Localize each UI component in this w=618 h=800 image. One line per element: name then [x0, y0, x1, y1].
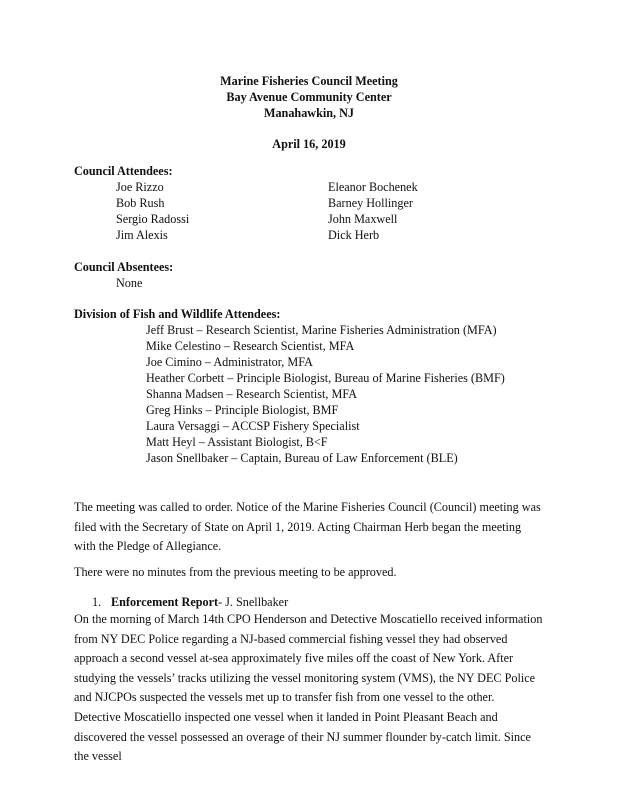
council-absentees-value: None — [116, 276, 143, 290]
meeting-date: April 16, 2019 — [272, 137, 346, 151]
division-attendee: Jeff Brust – Research Scientist, Marine Fisheries Administration (MFA) — [146, 323, 497, 337]
meeting-venue: Bay Avenue Community Center — [226, 90, 392, 104]
division-attendee: Greg Hinks – Principle Biologist, BMF — [146, 403, 339, 417]
division-attendee: Joe Cimino – Administrator, MFA — [146, 355, 313, 369]
meeting-title: Marine Fisheries Council Meeting — [220, 74, 398, 88]
council-absentees-heading: Council Absentees: — [74, 260, 174, 274]
enforcement-report-text: On the morning of March 14th CPO Henderson and Detective Moscatiello received information from NY DEC Police regarding a NJ-based commercial fishing vessel they had observed approach a second vessel at-sea approximately five miles off the coast of New York. After studying the vessels’ tracks utilizing the vessel monitoring system (VMS), the NY DEC Police and NJCPOs suspected the vessels met up to transfer fish from one vessel to the other. Detective Moscatiello inspected one vessel when it landed in Point Pleasant Beach and discovered the vessel possessed an overage of their NJ summer flounder by-catch limit. Since the vessel — [74, 612, 543, 764]
council-attendee: Dick Herb — [328, 228, 380, 242]
section-heading — [111, 595, 288, 610]
council-attendee: John Maxwell — [328, 212, 398, 226]
division-attendee: Laura Versaggi – ACCSP Fishery Specialist — [146, 419, 360, 433]
opening-paragraph: The meeting was called to order. Notice of the Marine Fisheries Council (Council) meeting was filed with the Secretary of State on April 1, 2019. Acting Chairman Herb began the meeting with the Pledge of Allegiance. — [74, 500, 541, 554]
council-attendee: Bob Rush — [116, 196, 165, 210]
council-attendee: Joe Rizzo — [116, 180, 164, 194]
council-attendee: Jim Alexis — [116, 228, 168, 242]
meeting-location: Manahawkin, NJ — [263, 106, 355, 120]
section-author: - J. Snellbaker — [218, 595, 289, 609]
council-attendee: Barney Hollinger — [328, 196, 413, 210]
minutes-paragraph: There were no minutes from the previous meeting to be approved. — [74, 565, 397, 579]
division-attendee: Heather Corbett – Principle Biologist, Bureau of Marine Fisheries (BMF) — [146, 371, 505, 385]
council-attendees-heading: Council Attendees: — [74, 164, 173, 178]
division-attendee: Jason Snellbaker – Captain, Bureau of Law Enforcement (BLE) — [146, 451, 458, 465]
division-attendee: Shanna Madsen – Research Scientist, MFA — [146, 387, 357, 401]
section-title: Enforcement Report — [111, 595, 219, 609]
division-attendee: Mike Celestino – Research Scientist, MFA — [146, 339, 355, 353]
section-number: 1. — [92, 595, 102, 609]
division-attendees-heading: Division of Fish and Wildlife Attendees: — [74, 307, 281, 321]
division-attendee: Matt Heyl – Assistant Biologist, B<F — [146, 435, 328, 449]
council-attendee: Sergio Radossi — [116, 212, 190, 226]
council-attendee: Eleanor Bochenek — [328, 180, 418, 194]
